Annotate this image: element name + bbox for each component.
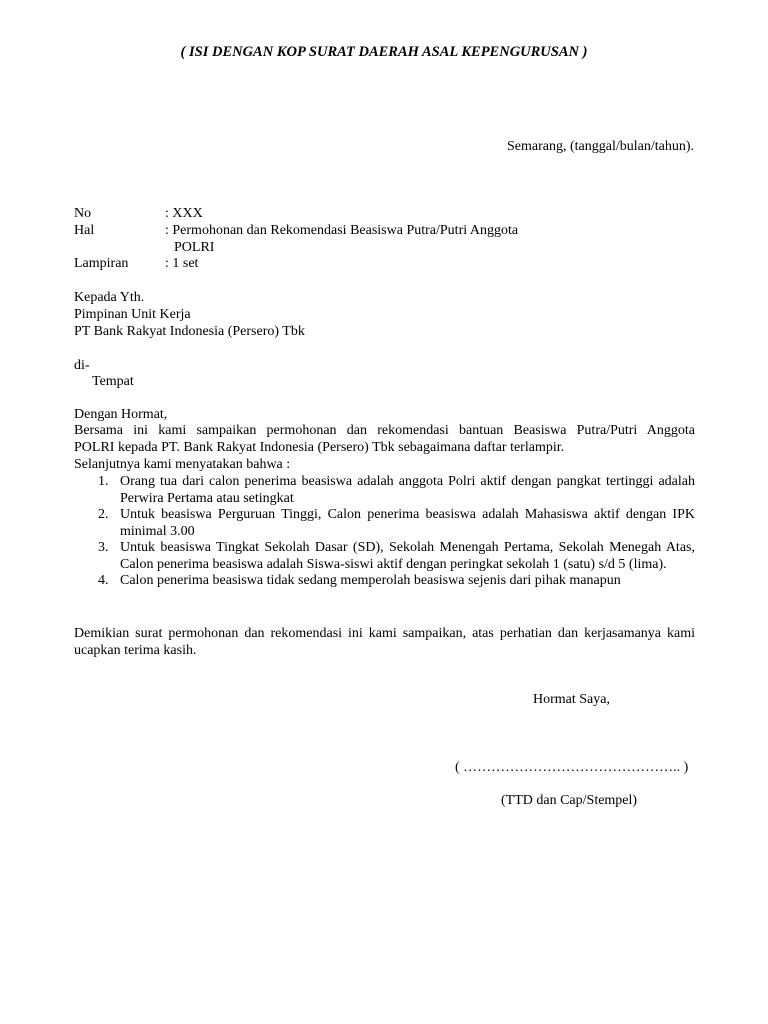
list-item-text: Calon penerima beasiswa tidak sedang memperolah beasiswa sejenis dari pihak manapun xyxy=(120,573,621,588)
recipient-line: PT Bank Rakyat Indonesia (Persero) Tbk xyxy=(74,324,305,339)
list-item-number: 1. xyxy=(98,474,109,489)
salutation: Dengan Hormat, xyxy=(74,407,168,422)
recipient-line: Pimpinan Unit Kerja xyxy=(74,307,191,322)
statement-list xyxy=(74,474,695,590)
list-item-number: 3. xyxy=(98,540,109,555)
closing-greeting: Hormat Saya, xyxy=(533,692,610,707)
meta-lampiran-value: : 1 set xyxy=(165,256,199,271)
list-item xyxy=(74,573,695,590)
intro-paragraph-line: Bersama ini kami sampaikan permohonan dan rekomendasi bantuan Beasiswa Putra/Putri Anggota xyxy=(74,423,695,438)
closing-paragraph: Demikian surat permohonan dan rekomendasi ini kami sampaikan, atas perhatian dan kerjasamanya kami ucapkan terima kasih. xyxy=(74,626,695,658)
meta-no-label: No xyxy=(74,206,92,221)
meta-hal-value: : Permohonan dan Rekomendasi Beasiswa Putra/Putri Anggota xyxy=(165,223,519,238)
list-item-number: 4. xyxy=(98,573,109,588)
list-item xyxy=(74,540,695,573)
intro-paragraph-line: POLRI kepada PT. Bank Rakyat Indonesia (Persero) Tbk sebagaimana daftar terlampir. xyxy=(74,440,565,455)
recipient-line: Kepada Yth. xyxy=(74,290,145,305)
signature-line: ( ……………………………………….. ) xyxy=(455,760,689,775)
list-item-number: 2. xyxy=(98,507,109,522)
list-item xyxy=(74,474,695,507)
list-item-text: Untuk beasiswa Perguruan Tinggi, Calon penerima beasiswa adalah Mahasiswa aktif dengan IPK minimal 3.00 xyxy=(120,507,695,539)
list-item xyxy=(74,507,695,540)
location-tempat: Tempat xyxy=(92,374,134,389)
place-date: Semarang, (tanggal/bulan/tahun). xyxy=(507,139,694,154)
location-di: di- xyxy=(74,358,90,373)
meta-hal-label: Hal xyxy=(74,223,95,238)
signature-note: (TTD dan Cap/Stempel) xyxy=(501,793,638,808)
list-item-text: Untuk beasiswa Tingkat Sekolah Dasar (SD), Sekolah Menengah Pertama, Sekolah Menegah Atas, Calon penerima beasiswa adalah Siswa-siswi aktif dengan peringkat sekolah 1 (satu) s/d 5 (lima). xyxy=(120,540,695,572)
statement-intro: Selanjutnya kami menyatakan bahwa : xyxy=(74,457,291,472)
list-item-text: Orang tua dari calon penerima beasiswa adalah anggota Polri aktif dengan pangkat tertinggi adalah Perwira Pertama atau setingkat xyxy=(120,474,695,506)
meta-hal-value-cont: POLRI xyxy=(174,240,215,255)
meta-lampiran-label: Lampiran xyxy=(74,256,129,271)
letterhead-placeholder: ( ISI DENGAN KOP SURAT DAERAH ASAL KEPENGURUSAN ) xyxy=(180,44,588,60)
meta-no-value: : XXX xyxy=(165,206,203,221)
